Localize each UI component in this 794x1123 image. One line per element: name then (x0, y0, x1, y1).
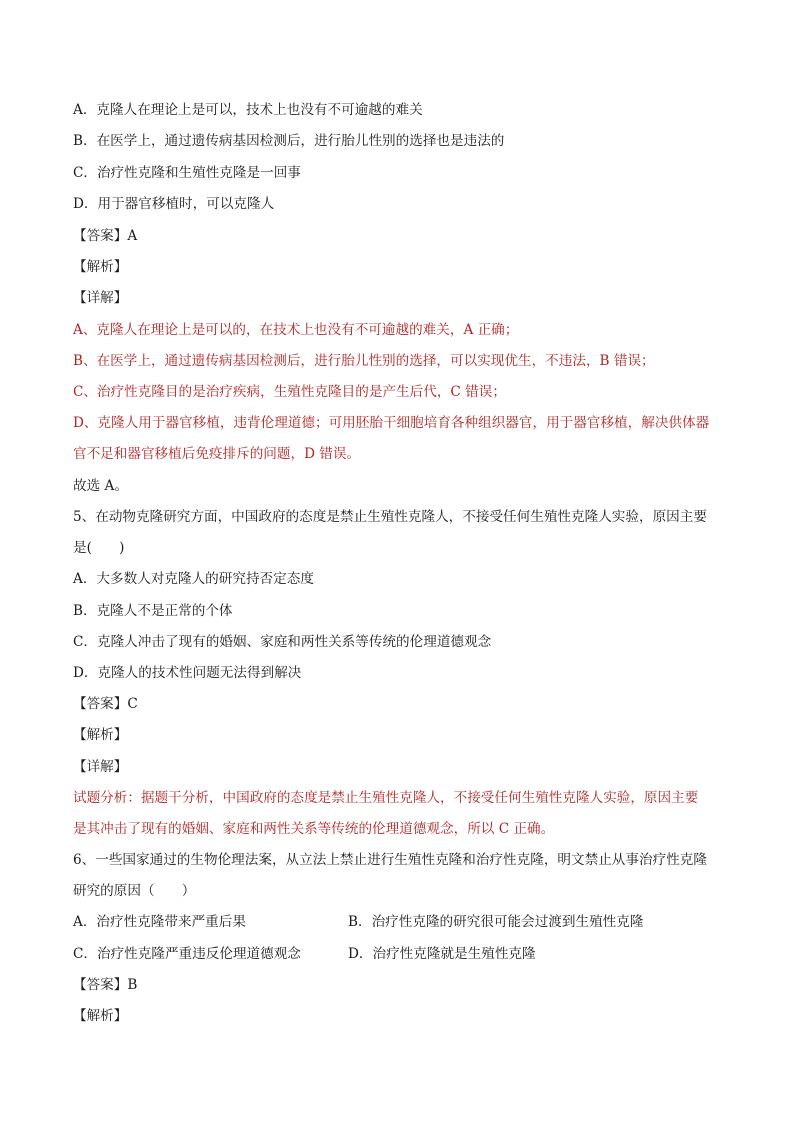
q4-detail-label: 【详解】 (73, 290, 128, 306)
q4-detail-line: C、治疗性克隆目的是治疗疾病，生殖性克隆目的是产生后代，C 错误； (73, 384, 506, 400)
q5-option-c: C．克隆人冲击了现有的婚姻、家庭和两性关系等传统的伦理道德观念 (73, 634, 492, 650)
q4-option-c: C．治疗性克隆和生殖性克隆是一回事 (73, 165, 301, 181)
q6-answer: 【答案】B (73, 977, 138, 993)
q4-option-b: B．在医学上，通过遗传病基因检测后，进行胎儿性别的选择也是违法的 (73, 133, 505, 149)
q6-stem-line: 研究的原因（ ） (73, 883, 196, 899)
q5-option-b: B．克隆人不是正常的个体 (73, 603, 233, 619)
q5-stem-line: 5、在动物克隆研究方面，中国政府的态度是禁止生殖性克隆人，不接受任何生殖性克隆人实验，原因主要 (73, 509, 707, 525)
q4-answer: 【答案】A (73, 228, 138, 244)
q6-option-c: C．治疗性克隆严重违反伦理道德观念 (73, 946, 301, 962)
q5-detail-label: 【详解】 (73, 759, 128, 775)
q6-options-row (73, 944, 536, 964)
q4-option-d: D．用于器官移植时，可以克隆人 (73, 196, 275, 212)
q6-option-a: A．治疗性克隆带来严重后果 (73, 914, 246, 930)
q5-option-a: A．大多数人对克隆人的研究持否定态度 (73, 571, 314, 587)
q5-analysis-label: 【解析】 (73, 727, 128, 743)
q4-detail-line: D、克隆人用于器官移植，违背伦理道德；可用胚胎干细胞培育各种组织器官，用于器官移植，解决供体器 (73, 415, 710, 431)
q5-answer: 【答案】C (73, 696, 138, 712)
q4-conclusion: 故选 A。 (73, 478, 128, 494)
q5-detail-line: 是其冲击了现有的婚姻、家庭和两性关系等传统的伦理道德观念，所以 C 正确。 (73, 821, 555, 837)
q5-stem-line: 是( ) (73, 540, 125, 556)
q5-detail-line: 试题分析：据题干分析，中国政府的态度是禁止生殖性克隆人，不接受任何生殖性克隆人实验，原因主要 (73, 790, 699, 806)
q4-detail-line: 官不足和器官移植后免疫排斥的问题，D 错误。 (73, 446, 361, 462)
q6-analysis-label: 【解析】 (73, 1008, 128, 1024)
q6-stem-line: 6、一些国家通过的生物伦理法案，从立法上禁止进行生殖性克隆和治疗性克隆，明文禁止从事治疗性克隆 (73, 852, 707, 868)
q5-option-d: D．克隆人的技术性问题无法得到解决 (73, 665, 302, 681)
q6-option-d: D．治疗性克隆就是生殖性克隆 (348, 946, 536, 962)
q6-option-b: B．治疗性克隆的研究很可能会过渡到生殖性克隆 (348, 914, 644, 930)
q4-detail-line: B、在医学上，通过遗传病基因检测后，进行胎儿性别的选择，可以实现优生，不违法，B 错误； (73, 353, 655, 369)
q4-option-a: A．克隆人在理论上是可以，技术上也没有不可逾越的难关 (73, 102, 423, 118)
q4-detail-line: A、克隆人在理论上是可以的，在技术上也没有不可逾越的难关，A 正确； (73, 322, 519, 338)
q4-analysis-label: 【解析】 (73, 259, 128, 275)
q6-options-row (73, 912, 644, 932)
